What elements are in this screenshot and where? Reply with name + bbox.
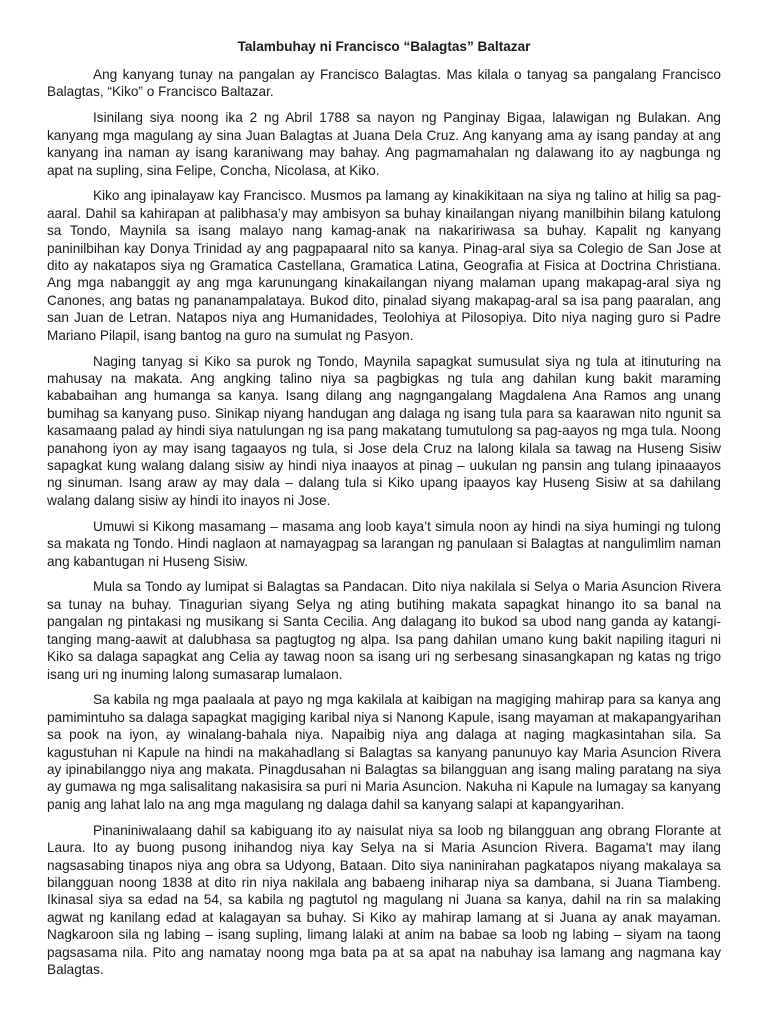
paragraph-5: Umuwi si Kikong masamang – masama ang loob kaya’t simula noon ay hindi na siya humingi ng tulong sa makata ng Tondo. Hindi naglaon at namayagpag sa larangan ng panulaan si Balagtas at nangulimlim naman ang kabantugan ni Huseng Sisiw. (47, 518, 721, 569)
document-title: Talambuhay ni Francisco “Balagtas” Baltazar (237, 39, 531, 54)
paragraph-7: Sa kabila ng mga paalaala at payo ng mga kakilala at kaibigan na magiging mahirap para sa kanya ang pamimintuho sa dalaga sapagkat magiging karibal niya si Nanong Kapule, isang mayaman at makapangyarihan sa pook na iyon, ay winalang-bahala niya. Napaibig niya ang dalaga at naging magkasintahan sila. Sa kagustuhan ni Kapule na hindi na makahadlang si Balagtas sa kanyang panunuyo kay Maria Asuncion Rivera ay ipinabilanggo niya ang makata. Pinagdusahan ni Balagtas sa bilangguan ang isang maling paratang na siya ay gumawa ng mga salisalitang nakasisira sa puri ni Maria Asuncion. Nakuha ni Kapule na lumagay sa kanyang panig ang lahat lalo na ang mga magulang ng dalaga dahil sa kanyang salapi at kapangyarihan. (47, 692, 721, 812)
paragraph-8: Pinaniniwalaang dahil sa kabiguang ito ay naisulat niya sa loob ng bilangguan ang obrang Florante at Laura. Ito ay buong pusong inihandog niya kay Selya na si Maria Asuncion Rivera. Bagama't may ilang nagsasabing tinapos niya ang obra sa Udyong, Bataan. Dito siya naninirahan pagkatapos niyang makalaya sa bilangguan noong 1838 at dito rin niya nakilala ang babaeng iniharap niya sa dambana, si Juana Tiambeng. Ikinasal siya sa edad na 54, sa kabila ng pagtutol ng magulang ni Juana sa kanya, dahil na rin sa malaking agwat ng kanilang edad at kalagayan sa buhay. Si Kiko ay mahirap lamang at si Juana ay anak mayaman. Nagkaroon sila ng labing – isang supling, limang lalaki at anim na babae sa loob ng labing – siyam na taong pagsasama nila. Pito ang namatay noong mga bata pa at sa apat na nabuhay isa lamang ang nagmana kay Balagtas. (47, 822, 721, 977)
paragraph-3: Kiko ang ipinalayaw kay Francisco. Musmos pa lamang ay kinakikitaan na siya ng talino at hilig sa pag-aaral. Dahil sa kahirapan at palibhasa’y may ambisyon sa buhay kinailangan niyang manilbihin bilang katulong sa Tondo, Maynila sa isang malayo nang kamag-anak na nakaririwasa sa buhay. Kapalit ng kanyang paninilbihan kay Donya Trinidad ay ang pagpapaaral nito sa kanya. Pinag-aral siya sa Colegio de San Jose at dito ay nakatapos siya ng Gramatica Castellana, Gramatica Latina, Geografia at Fisica at Doctrina Christiana. Ang mga nabanggit ay ang mga karunungang kinakailangan niyang malaman upang makapag-aral siya ng Canones, ang batas ng pananampalataya. Bukod dito, pinalad siyang makapag-aral sa isa pang paaralan, ang san Juan de Letran. Natapos niya ang Humanidades, Teolohiya at Pilosopiya. Dito niya naging guro si Padre Mariano Pilapil, isang bantog na guro na sumulat ng Pasyon. (47, 188, 721, 343)
paragraph-6: Mula sa Tondo ay lumipat si Balagtas sa Pandacan. Dito niya nakilala si Selya o Maria Asuncion Rivera sa tunay na buhay. Tinagurian siyang Selya ng ating butihing makata sapagkat hinango ito sa banal na pangalan ng pintakasi ng musikang si Santa Cecilia. Ang dalagang ito bukod sa ubod nang ganda ay katangi-tanging mang-aawit at dalubhasa sa pagtugtog ng alpa. Isa pang dahilan umano kung bakit napiling itaguri ni Kiko sa dalaga sapagkat ang Celia ay tawag noon sa isang uri ng serbesang sinasangkapan ng katas ng trigo isang uri ng inuming lalong sumasarap lumalaon. (47, 579, 721, 682)
paragraph-4: Naging tanyag si Kiko sa purok ng Tondo, Maynila sapagkat sumusulat siya ng tula at itinuturing na mahusay na makata. Ang angking talino niya sa pagbigkas ng tula ang dahilan kung bakit maraming kababaihan ang humanga sa kanya. Isang dilang ang nagngangalang Magdalena Ana Ramos ang unang bumihag sa kanyang puso. Sinikap niyang handugan ang dalaga ng isang tula para sa kaarawan nito ngunit sa kasamaang palad ay hindi siya natulungan ng isa pang makatang tumutulong sa pag-aayos ng mga tula. Noong panahong iyon ay may isang tagaayos ng tula, si Jose dela Cruz na lalong kilala sa tawag na Huseng Sisiw sapagkat kung walang dalang sisiw ay hindi niya inaayos at pinag – uukulan ng pansin ang tulang ipinaaayos ng sinuman. Isang araw ay may dala – dalang tula si Kiko upang ipaayos kay Huseng Sisiw at sa dahilang walang dalang sisiw ay hindi ito inayos ni Jose. (47, 353, 721, 508)
paragraph-2: Isinilang siya noong ika 2 ng Abril 1788 sa nayon ng Panginay Bigaa, lalawigan ng Bulakan. Ang kanyang mga magulang ay sina Juan Balagtas at Juana Dela Cruz. Ang kanyang ama ay isang panday at ang kanyang ina naman ay isang karaniwang may bahay. Ang pagmamahalan ng dalawang ito ay nagbunga ng apat na supling, sina Felipe, Concha, Nicolasa, at Kiko. (47, 110, 721, 178)
paragraph-1: Ang kanyang tunay na pangalan ay Francisco Balagtas. Mas kilala o tanyag sa pangalang Francisco Balagtas, “Kiko” o Francisco Baltazar. (47, 67, 721, 100)
